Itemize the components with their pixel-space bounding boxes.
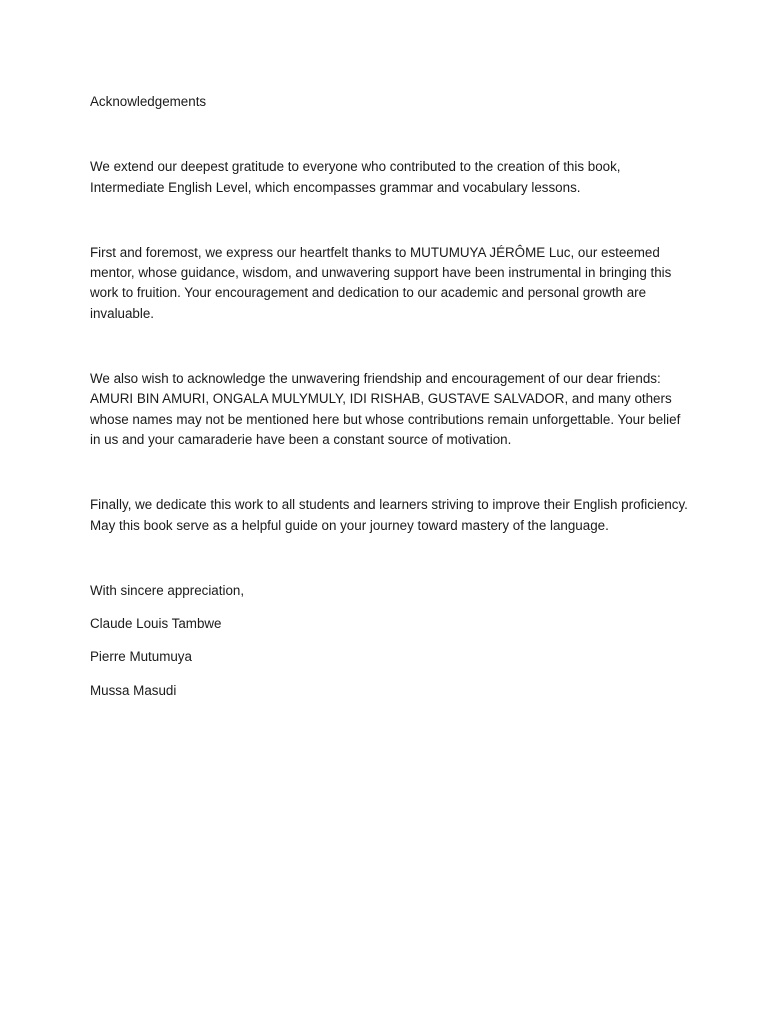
closing-line: With sincere appreciation, — [90, 582, 245, 598]
paragraph-friends: We also wish to acknowledge the unwavering friendship and encouragement of our dear friends: AMURI BIN AMURI, ONGALA MULYMULY, IDI RISHAB, GUSTAVE SALVADOR, and many others whose names may not be mentioned here but whose contributions remain unforgettable. Your belief in us and your camaraderie have been a constant source of motivation. — [90, 371, 681, 447]
signer-name: Mussa Masudi — [90, 682, 177, 698]
signer-name: Pierre Mutumuya — [90, 649, 192, 665]
paragraph-dedication: Finally, we dedicate this work to all students and learners striving to improve their English proficiency. May this book serve as a helpful guide on your journey toward mastery of the language. — [90, 497, 688, 533]
page-title: Acknowledgements — [90, 94, 207, 109]
paragraph-mentor: First and foremost, we express our heartfelt thanks to MUTUMUYA JÉRÔME Luc, our esteemed mentor, whose guidance, wisdom, and unwavering support have been instrumental in bringing this work to fruition. Your encouragement and dedication to our academic and personal growth are invaluable. — [90, 244, 672, 321]
document-body — [90, 92, 690, 714]
signer-name: Claude Louis Tambwe — [90, 616, 222, 632]
paragraph-gratitude: We extend our deepest gratitude to everyone who contributed to the creation of this book, Intermediate English Level, which encompasses grammar and vocabulary lessons. — [90, 159, 621, 195]
